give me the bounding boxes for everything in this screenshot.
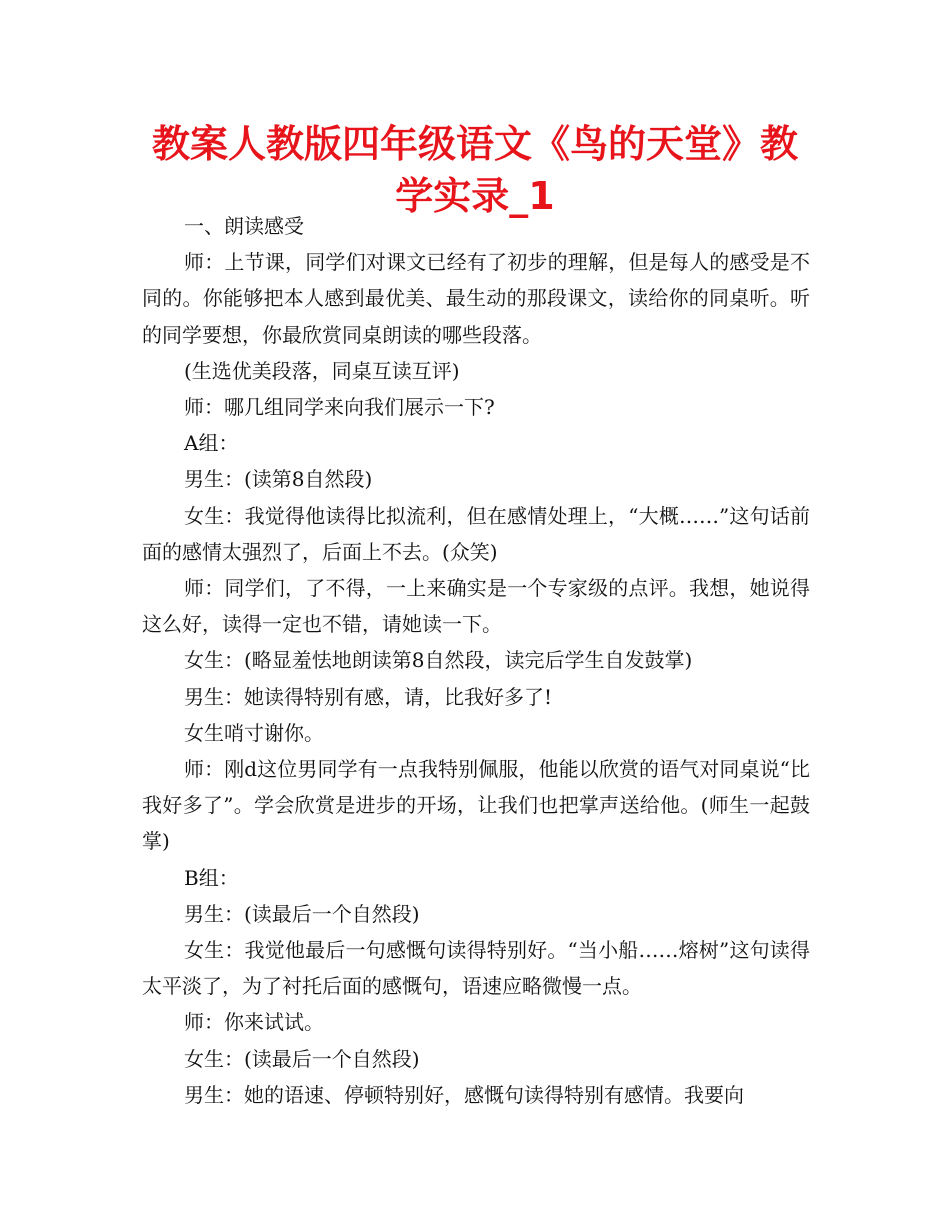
paragraph: 男生：她的语速、停顿特别好，感慨句读得特别有感情。我要向 xyxy=(184,1082,744,1107)
paragraph: B组： xyxy=(184,865,239,890)
paragraph: 女生哨寸谢你。 xyxy=(184,720,324,745)
paragraph: 女生：(读最后一个自然段) xyxy=(184,1046,420,1071)
paragraph: 男生：(读最后一个自然段) xyxy=(184,901,420,926)
document-body xyxy=(142,208,810,1113)
paragraph: 师：刚d这位男同学有一点我特别佩服，他能以欣赏的语气对同桌说“比我好多了”。学会欣赏是进步的开场，让我们也把掌声送给他。(师生一起鼓掌) xyxy=(142,757,810,854)
paragraph: 男生：她读得特别有感，请，比我好多了! xyxy=(184,684,553,709)
paragraph: (生选优美段落，同桌互读互评) xyxy=(184,358,460,383)
paragraph: 一、朗读感受 xyxy=(184,214,304,238)
paragraph: 女生：我觉得他读得比拟流利，但在感情处理上，“大概……”这句话前面的感情太强烈了，后面上不去。(众笑) xyxy=(142,503,810,564)
paragraph: A组： xyxy=(184,431,239,456)
paragraph: 师：哪几组同学来向我们展示一下? xyxy=(184,395,495,420)
paragraph: 师：你来试试。 xyxy=(184,1010,324,1035)
paragraph: 男生：(读第8自然段) xyxy=(184,467,373,492)
paragraph: 女生：我觉他最后一句感慨句读得特别好。“当小船……熔树”这句读得太平淡了，为了衬托后面的感慨句，语速应略微慢一点。 xyxy=(142,938,810,999)
paragraph: 师：上节课，同学们对课文已经有了初步的理解，但是每人的感受是不同的。你能够把本人感到最优美、最生动的那段课文，读给你的同桌听。听的同学要想，你最欣赏同桌朗读的哪些段落。 xyxy=(142,250,810,347)
paragraph: 师：同学们，了不得，一上来确实是一个专家级的点评。我想，她说得这么好，读得一定也不错，请她读一下。 xyxy=(142,576,810,637)
document-title: 教案人教版四年级语文《鸟的天堂》教学实录_1 xyxy=(151,122,798,218)
paragraph: 女生：(略显羞怯地朗读第8自然段，读完后学生自发鼓掌) xyxy=(184,648,693,673)
